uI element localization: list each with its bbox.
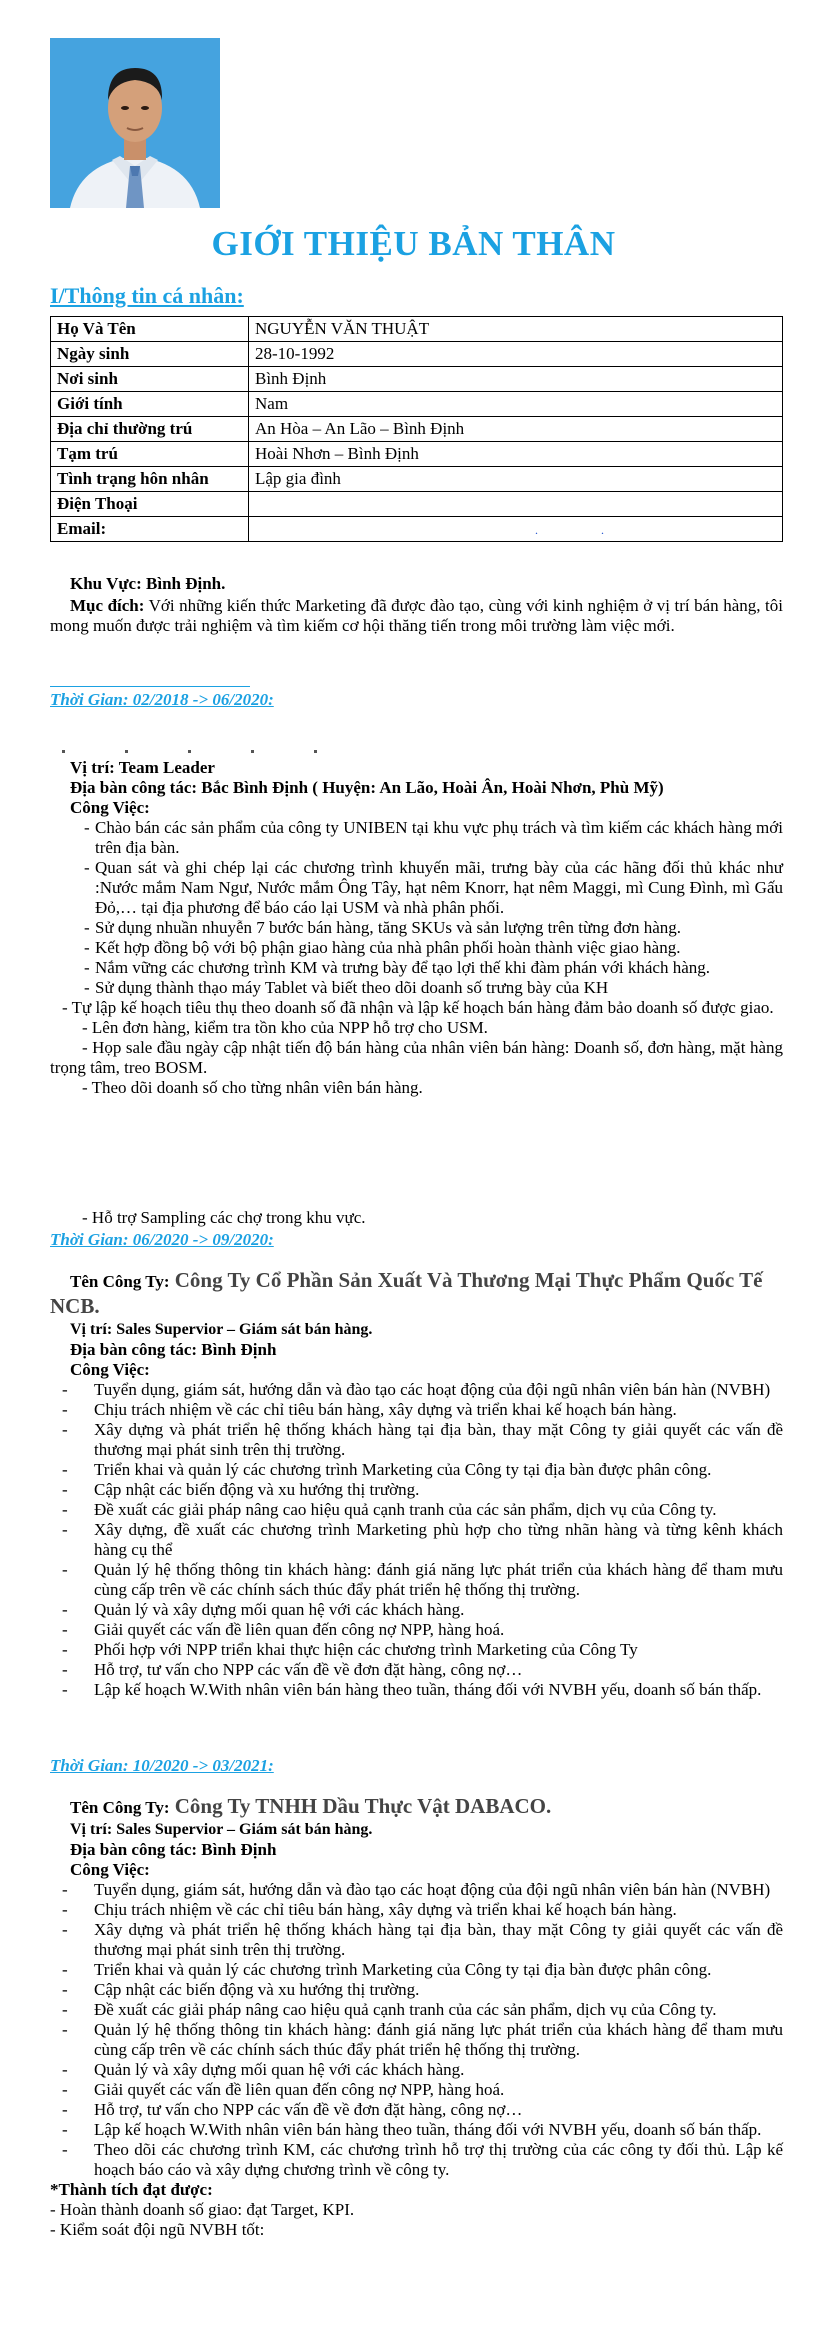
list-item: - Triển khai và quản lý các chương trình Marketing của Công ty tại địa bàn được phân công. — [50, 1460, 783, 1480]
list-item: - Tự lập kế hoạch tiêu thụ theo doanh số đã nhận và lập kế hoạch bán hàng đảm bảo doanh số được giao. — [62, 998, 774, 1017]
table-row — [51, 467, 783, 492]
job1-period: Thời Gian: 02/2018 -> 06/2020: — [50, 690, 274, 709]
objective-text: Với những kiến thức Marketing đã được đào tạo, cùng với kinh nghiệm ở vị trí bán hàng, tôi mong muốn được trải nghiệm và tìm kiếm cơ hội thăng tiến trong môi trường làm việc mới. — [50, 596, 783, 635]
job2-block — [50, 1268, 783, 1700]
list-item: - Đề xuất các giải pháp nâng cao hiệu quả cạnh tranh của các sản phẩm, dịch vụ của Công ty. — [50, 1500, 783, 1520]
job2-task-list — [50, 1380, 783, 1700]
field-label: Tạm trú — [51, 442, 249, 467]
field-value: Bình Định — [249, 367, 783, 392]
list-item: - Tuyển dụng, giám sát, hướng dẫn và đào tạo các hoạt động của đội ngũ nhân viên bán hàn (NVBH) — [50, 1380, 783, 1400]
job2-position: Vị trí: Sales Supervior – Giám sát bán hàng. — [70, 1321, 373, 1338]
list-item: - Quản lý hệ thống thông tin khách hàng: đánh giá năng lực phát triển của khách hàng để tham mưu cùng cấp trên về các chính sách thúc đẩy phát triển hệ thống thị trường. — [50, 2020, 783, 2060]
list-item: - Theo dõi các chương trình KM, các chương trình hỗ trợ thị trường của các công ty đối thủ. Lập kế hoạch báo cáo và xây dựng chương trình về công ty. — [50, 2140, 783, 2180]
list-item: - Theo dõi doanh số cho từng nhân viên bán hàng. — [82, 1078, 423, 1097]
email-redacted-marks: . . — [535, 522, 634, 537]
field-value: An Hòa – An Lão – Bình Định — [249, 417, 783, 442]
list-item: - Chịu trách nhiệm về các chỉ tiêu bán hàng, xây dựng và triển khai kế hoạch bán hàng. — [50, 1400, 783, 1420]
job1-position: Vị trí: Team Leader — [70, 758, 215, 777]
table-row — [51, 342, 783, 367]
field-value: 28-10-1992 — [249, 342, 783, 367]
job2-work-label: Công Việc: — [70, 1360, 150, 1379]
list-item: - Cập nhật các biến động và xu hướng thị trường. — [50, 1480, 783, 1500]
list-item: - Tuyển dụng, giám sát, hướng dẫn và đào tạo các hoạt động của đội ngũ nhân viên bán hàn (NVBH) — [50, 1880, 783, 1900]
list-item: - Cập nhật các biến động và xu hướng thị trường. — [50, 1980, 783, 2000]
list-item: - Hoàn thành doanh số giao: đạt Target, KPI. — [50, 2200, 355, 2219]
list-item: - Xây dựng và phát triển hệ thống khách hàng tại địa bàn, thay mặt Công ty giải quyết các vấn đề thương mại phát sinh trên thị trường. — [50, 1420, 783, 1460]
list-item: - Xây dựng, đề xuất các chương trình Marketing phù hợp cho từng nhãn hàng và từng kênh khách hàng cụ thể — [50, 1520, 783, 1560]
list-item: - Xây dựng và phát triển hệ thống khách hàng tại địa bàn, thay mặt Công ty giải quyết các vấn đề thương mại phát sinh trên thị trường. — [50, 1920, 783, 1960]
field-label: Họ Và Tên — [51, 317, 249, 342]
objective-label: Mục đích: — [70, 596, 145, 615]
region-line: Khu Vực: Bình Định. — [70, 574, 226, 593]
objective-paragraph — [50, 596, 783, 636]
divider — [50, 686, 250, 687]
field-value: Nam — [249, 392, 783, 417]
job3-position: Vị trí: Sales Supervior – Giám sát bán hàng. — [70, 1821, 373, 1838]
list-item: - Phối hợp với NPP triển khai thực hiện các chương trình Marketing của Công Ty — [50, 1640, 783, 1660]
list-item: - Lập kế hoạch W.With nhân viên bán hàng theo tuần, tháng đối với NVBH yếu, doanh số bán thấp. — [50, 2120, 783, 2140]
list-item: - Sử dụng nhuần nhuyễn 7 bước bán hàng, tăng SKUs và sản lượng trên từng đơn hàng. — [50, 918, 783, 938]
job1-block — [50, 758, 783, 1098]
phone-value — [249, 492, 783, 517]
profile-photo — [50, 38, 220, 208]
list-item: - Kiểm soát đội ngũ NVBH tốt: — [50, 2220, 265, 2239]
field-label: Ngày sinh — [51, 342, 249, 367]
job3-period: Thời Gian: 10/2020 -> 03/2021: — [50, 1756, 274, 1775]
field-label: Địa chỉ thường trú — [51, 417, 249, 442]
page-title: GIỚI THIỆU BẢN THÂN — [211, 224, 616, 263]
job3-task-list — [50, 1880, 783, 2180]
list-item: - Hỗ trợ, tư vấn cho NPP các vấn đề về đơn đặt hàng, công nợ… — [50, 2100, 783, 2120]
personal-info-table — [50, 316, 783, 542]
list-item: - Giải quyết các vấn đề liên quan đến công nợ NPP, hàng hoá. — [50, 2080, 783, 2100]
table-row — [51, 317, 783, 342]
table-row — [51, 392, 783, 417]
job3-company-name: Công Ty TNHH Dầu Thực Vật DABACO. — [169, 1794, 552, 1818]
job1-sampling: - Hỗ trợ Sampling các chợ trong khu vực. — [82, 1208, 366, 1227]
job3-block — [50, 1794, 783, 2240]
field-label: Email: — [51, 517, 249, 542]
list-item: - Họp sale đầu ngày cập nhật tiến độ bán hàng của nhân viên bán hàng: Doanh số, đơn hàng, mặt hàng trọng tâm, treo BOSM. — [50, 1038, 783, 1077]
table-row — [51, 367, 783, 392]
field-label: Nơi sinh — [51, 367, 249, 392]
list-item: - Đề xuất các giải pháp nâng cao hiệu quả cạnh tranh của các sản phẩm, dịch vụ của Công ty. — [50, 2000, 783, 2020]
job1-work-label: Công Việc: — [70, 798, 150, 817]
list-item: - Triển khai và quản lý các chương trình Marketing của Công ty tại địa bàn được phân công. — [50, 1960, 783, 1980]
list-item: - Quan sát và ghi chép lại các chương trình khuyến mãi, trưng bày của các hãng đối thủ khác như :Nước mắm Nam Ngư, Nước mắm Ông Tây, hạt nêm Knorr, hạt nêm Maggi, mì Cung Đình, mì Gấu Đỏ,… tại địa phương để báo cáo lại USM và nhà phân phối. — [50, 858, 783, 918]
email-value[interactable] — [249, 517, 783, 542]
faded-line-marks — [62, 738, 482, 744]
achievements-heading: *Thành tích đạt được: — [50, 2180, 213, 2199]
objective-block — [50, 574, 783, 636]
list-item: - Kết hợp đồng bộ với bộ phận giao hàng của nhà phân phối hoàn thành việc giao hàng. — [50, 938, 783, 958]
field-value: Lập gia đình — [249, 467, 783, 492]
list-item: - Chào bán các sản phẩm của công ty UNIBEN tại khu vực phụ trách và tìm kiếm các khách hàng mới trên địa bàn. — [50, 818, 783, 858]
job3-work-label: Công Việc: — [70, 1860, 150, 1879]
job3-area: Địa bàn công tác: Bình Định — [70, 1840, 277, 1859]
list-item: - Quản lý và xây dựng mối quan hệ với các khách hàng. — [50, 1600, 783, 1620]
table-row — [51, 492, 783, 517]
list-item: - Quản lý và xây dựng mối quan hệ với các khách hàng. — [50, 2060, 783, 2080]
job2-area: Địa bàn công tác: Bình Định — [70, 1340, 277, 1359]
list-item: - Giải quyết các vấn đề liên quan đến công nợ NPP, hàng hoá. — [50, 1620, 783, 1640]
job3-company-label: Tên Công Ty: — [70, 1798, 170, 1817]
list-item: - Nắm vững các chương trình KM và trưng bày để tạo lợi thế khi đàm phán với khách hàng. — [50, 958, 783, 978]
field-label: Tình trạng hôn nhân — [51, 467, 249, 492]
job2-company-line — [50, 1268, 783, 1320]
list-item: - Sử dụng thành thạo máy Tablet và biết theo dõi doanh số trưng bày của KH — [50, 978, 783, 998]
personal-info-heading: I/Thông tin cá nhân: — [50, 283, 244, 308]
list-item: - Lập kế hoạch W.With nhân viên bán hàng theo tuần, tháng đối với NVBH yếu, doanh số bán thấp. — [50, 1680, 783, 1700]
list-item: - Hỗ trợ, tư vấn cho NPP các vấn đề về đơn đặt hàng, công nợ… — [50, 1660, 783, 1680]
job2-company-label: Tên Công Ty: — [70, 1272, 170, 1291]
field-value: NGUYỄN VĂN THUẬT — [249, 317, 783, 342]
list-item: - Quản lý hệ thống thông tin khách hàng: đánh giá năng lực phát triển của khách hàng để tham mưu cùng cấp trên về các chính sách thúc đẩy phát triển hệ thống thị trường. — [50, 1560, 783, 1600]
table-row — [51, 417, 783, 442]
job3-company-line — [50, 1794, 783, 1820]
field-value: Hoài Nhơn – Bình Định — [249, 442, 783, 467]
field-label: Điện Thoại — [51, 492, 249, 517]
table-row — [51, 442, 783, 467]
job2-period: Thời Gian: 06/2020 -> 09/2020: — [50, 1230, 274, 1249]
list-item: - Chịu trách nhiệm về các chỉ tiêu bán hàng, xây dựng và triển khai kế hoạch bán hàng. — [50, 1900, 783, 1920]
job2-company-name: Công Ty Cổ Phần Sản Xuất Và Thương Mại Thực Phẩm Quốc Tế NCB. — [50, 1268, 763, 1318]
table-row — [51, 517, 783, 542]
field-label: Giới tính — [51, 392, 249, 417]
list-item: - Lên đơn hàng, kiểm tra tồn kho của NPP hỗ trợ cho USM. — [82, 1018, 488, 1037]
job1-task-list — [50, 818, 783, 998]
job1-area: Địa bàn công tác: Bắc Bình Định ( Huyện: An Lão, Hoài Ân, Hoài Nhơn, Phù Mỹ) — [70, 778, 664, 797]
